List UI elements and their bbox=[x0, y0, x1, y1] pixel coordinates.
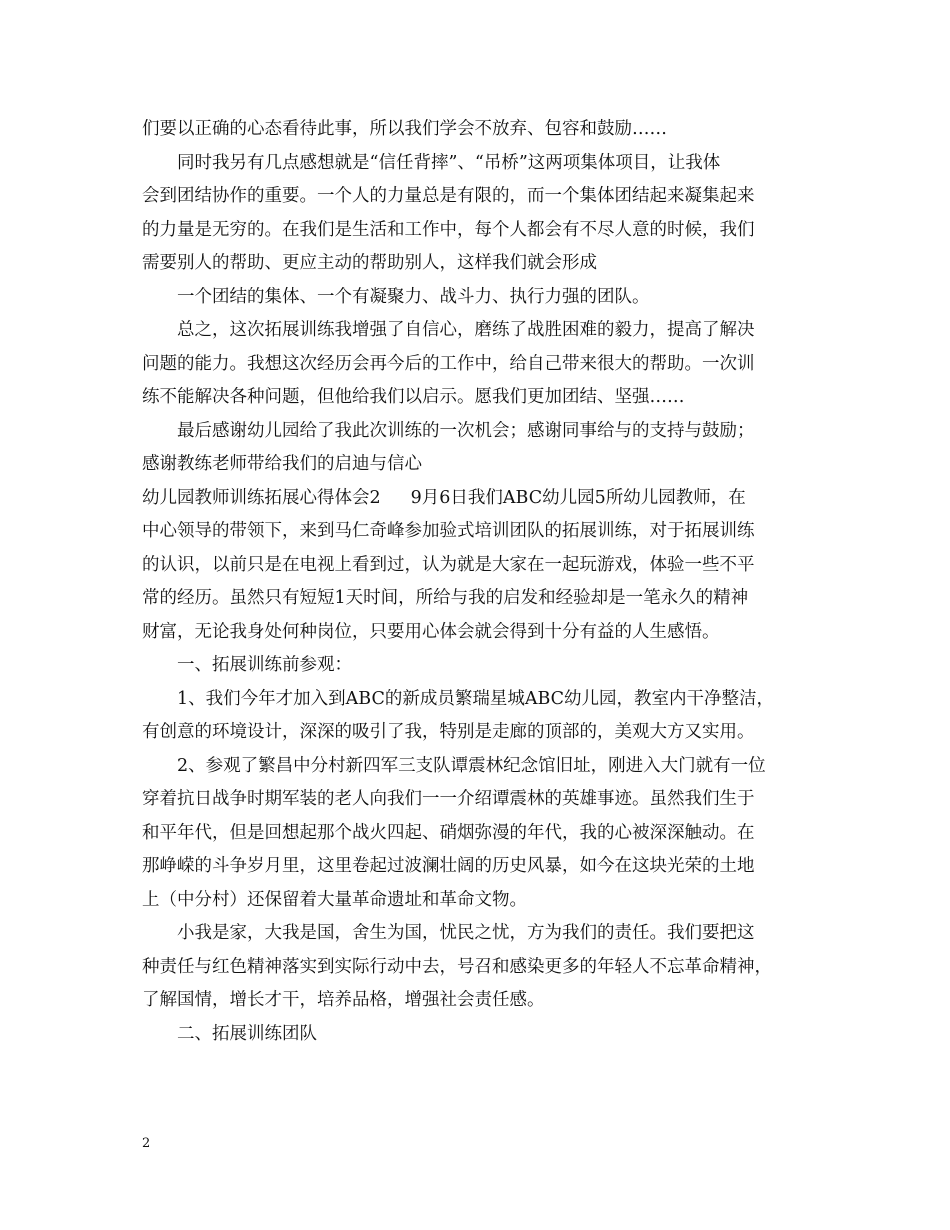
text-line-content: 总之，这次拓展训练我增强了自信心，磨练了战胜困难的毅力，提高了解决 bbox=[177, 320, 755, 340]
text-line bbox=[142, 817, 810, 851]
text-line-content: 的认识，以前只是在电视上看到过，认为就是大家在一起玩游戏，体验一些不平 bbox=[142, 554, 755, 575]
text-line-content: 幼儿园教师训练拓展心得体会2 bbox=[142, 487, 381, 508]
text-line-content: 会到团结协作的重要。一个人的力量总是有限的，而一个集体团结起来凝集起来 bbox=[142, 186, 755, 206]
text-line bbox=[142, 783, 810, 817]
text-line-content: 感谢教练老师带给我们的启迪与信心 bbox=[142, 454, 422, 474]
text-line-content: 小我是家，大我是国，舍生为国，忧民之忧，方为我们的责任。我们要把这 bbox=[177, 923, 755, 943]
text-line bbox=[142, 180, 810, 214]
text-line bbox=[142, 750, 810, 784]
text-line-content: 一、拓展训练前参观： bbox=[177, 655, 352, 675]
text-line bbox=[142, 247, 810, 281]
text-line bbox=[142, 984, 810, 1018]
text-line bbox=[142, 850, 810, 884]
text-line bbox=[142, 381, 810, 415]
text-line-content: 们要以正确的心态看待此事，所以我们学会不放弃、包容和鼓励…… bbox=[142, 119, 667, 139]
text-line bbox=[142, 549, 810, 583]
text-line-content: 的力量是无穷的。在我们是生活和工作中，每个人都会有不尽人意的时候，我们 bbox=[142, 219, 755, 240]
text-line-content: 问题的能力。我想这次经历会再今后的工作中，给自己带来很大的帮助。一次训 bbox=[142, 353, 755, 374]
text-line-content: 需要别人的帮助、更应主动的帮助别人，这样我们就会形成 bbox=[142, 253, 597, 273]
text-line-continuation: 9月6日我们ABC幼儿园5所幼儿园教师，在 bbox=[410, 487, 746, 508]
text-line bbox=[142, 113, 810, 147]
text-line bbox=[142, 582, 810, 616]
text-line bbox=[142, 716, 810, 750]
text-line bbox=[142, 482, 810, 516]
text-line-content: 有创意的环境设计，深深的吸引了我，特别是走廊的顶部的，美观大方又实用。 bbox=[142, 722, 755, 742]
text-line-content: 了解国情，增长才干，培养品格，增强社会责任感。 bbox=[142, 990, 545, 1010]
text-line-content: 种责任与红色精神落实到实际行动中去，号召和感染更多的年轻人不忘革命精神， bbox=[142, 956, 772, 977]
text-line-content: 同时我另有几点感想就是“信任背摔”、“吊桥”这两项集体项目，让我体 bbox=[177, 152, 721, 173]
text-line-content: 财富，无论我身处何种岗位，只要用心体会就会得到十分有益的人生感悟。 bbox=[142, 621, 720, 642]
text-line bbox=[142, 649, 810, 683]
text-line-content: 上（中分村）还保留着大量革命遗址和革命文物。 bbox=[142, 889, 527, 910]
text-line-content: 穿着抗日战争时期军装的老人向我们一一介绍谭震林的英雄事迹。虽然我们生于 bbox=[142, 789, 755, 809]
text-line-content: 2、参观了繁昌中分村新四军三支队谭震林纪念馆旧址，刚进入大门就有一位 bbox=[177, 755, 766, 776]
text-line-content: 一个团结的集体、一个有凝聚力、战斗力、执行力强的团队。 bbox=[177, 286, 650, 307]
text-line bbox=[142, 616, 810, 650]
document-body bbox=[142, 113, 810, 1051]
text-line bbox=[142, 917, 810, 951]
text-line bbox=[142, 951, 810, 985]
text-line-content: 中心领导的带领下，来到马仁奇峰参加验式培训团队的拓展训练，对于拓展训练 bbox=[142, 521, 755, 541]
text-line-content: 二、拓展训练团队 bbox=[177, 1023, 317, 1044]
text-line bbox=[142, 314, 810, 348]
text-line bbox=[142, 683, 810, 717]
text-line bbox=[142, 147, 810, 181]
text-line bbox=[142, 415, 810, 449]
text-line-content: 最后感谢幼儿园给了我此次训练的一次机会；感谢同事给与的支持与鼓励； bbox=[177, 420, 755, 441]
text-line bbox=[142, 448, 810, 482]
text-line bbox=[142, 281, 810, 315]
text-line bbox=[142, 348, 810, 382]
text-line bbox=[142, 1018, 810, 1052]
text-line-content: 和平年代，但是回想起那个战火四起、硝烟弥漫的年代，我的心被深深触动。在 bbox=[142, 822, 755, 843]
text-line bbox=[142, 884, 810, 918]
text-line bbox=[142, 214, 810, 248]
page-number: 2 bbox=[142, 1136, 151, 1151]
text-line-content: 练不能解决各种问题，但他给我们以启示。愿我们更加团结、坚强…… bbox=[142, 387, 685, 407]
text-line-content: 那峥嵘的斗争岁月里，这里卷起过波澜壮阔的历史风暴，如今在这块光荣的土地 bbox=[142, 856, 755, 876]
text-line-content: 1、我们今年才加入到ABC的新成员繁瑞星城ABC幼儿园，教室内干净整洁， bbox=[177, 688, 775, 709]
text-line-content: 常的经历。虽然只有短短1天时间，所给与我的启发和经验却是一笔永久的精神 bbox=[142, 588, 749, 608]
text-line bbox=[142, 515, 810, 549]
